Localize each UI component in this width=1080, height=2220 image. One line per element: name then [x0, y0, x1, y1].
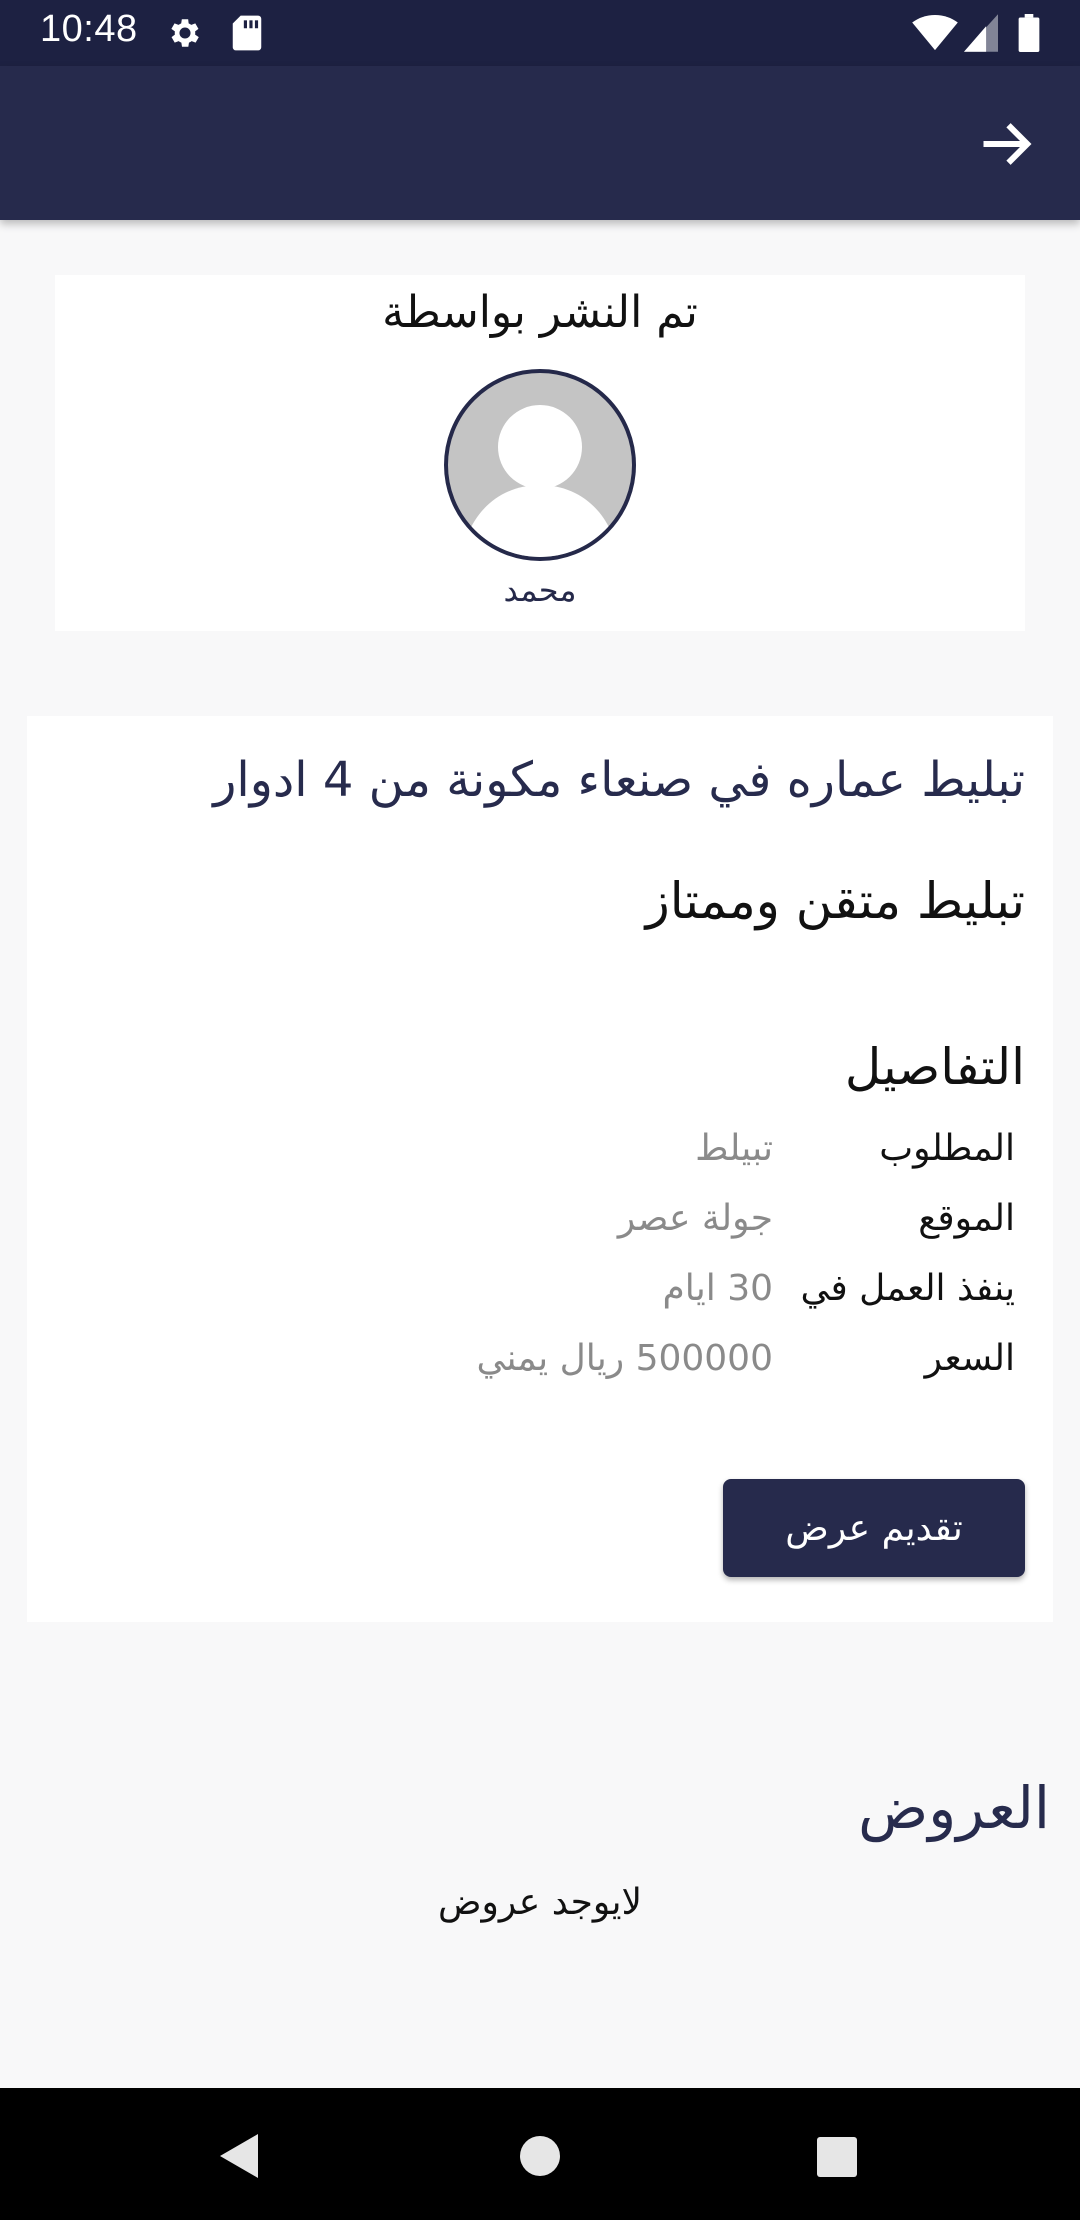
details-heading: التفاصيل — [844, 1038, 1025, 1096]
job-card — [27, 716, 1053, 1622]
detail-label-location: الموقع — [918, 1198, 1015, 1239]
detail-label-required: المطلوب — [879, 1128, 1015, 1169]
job-title: تبليط عماره في صنعاء مكونة من 4 ادوار — [213, 752, 1025, 808]
back-nav-icon[interactable] — [214, 2130, 262, 2186]
status-time: 10:48 — [40, 8, 138, 50]
recents-nav-icon[interactable] — [816, 2136, 858, 2182]
detail-label-duration: ينفذ العمل في — [800, 1268, 1015, 1309]
poster-card — [55, 275, 1025, 631]
detail-value-location: جولة عصر — [617, 1198, 773, 1239]
offers-heading: العروض — [858, 1774, 1050, 1842]
detail-value-duration: 30 ايام — [662, 1268, 773, 1309]
navigation-bar — [0, 2088, 1080, 2220]
no-offers-text: لايوجد عروض — [438, 1882, 642, 1923]
settings-icon — [166, 14, 204, 56]
app-bar — [0, 66, 1080, 220]
detail-label-price: السعر — [924, 1338, 1015, 1379]
person-icon — [448, 373, 632, 557]
home-nav-icon[interactable] — [518, 2134, 562, 2182]
avatar[interactable] — [444, 369, 636, 561]
signal-icon — [964, 14, 998, 56]
detail-value-required: تبيلط — [695, 1128, 773, 1169]
detail-value-price: 500000 ريال يمني — [476, 1338, 773, 1379]
poster-name[interactable]: محمد — [503, 571, 577, 609]
submit-offer-button[interactable]: تقديم عرض — [723, 1479, 1025, 1577]
status-bar — [0, 0, 1080, 66]
posted-by-heading: تم النشر بواسطة — [382, 287, 698, 338]
battery-icon — [1018, 14, 1040, 56]
job-description: تبليط متقن وممتاز — [645, 872, 1025, 930]
wifi-icon — [912, 14, 958, 56]
arrow-right-icon[interactable] — [976, 114, 1036, 174]
sd-card-icon — [230, 14, 264, 56]
